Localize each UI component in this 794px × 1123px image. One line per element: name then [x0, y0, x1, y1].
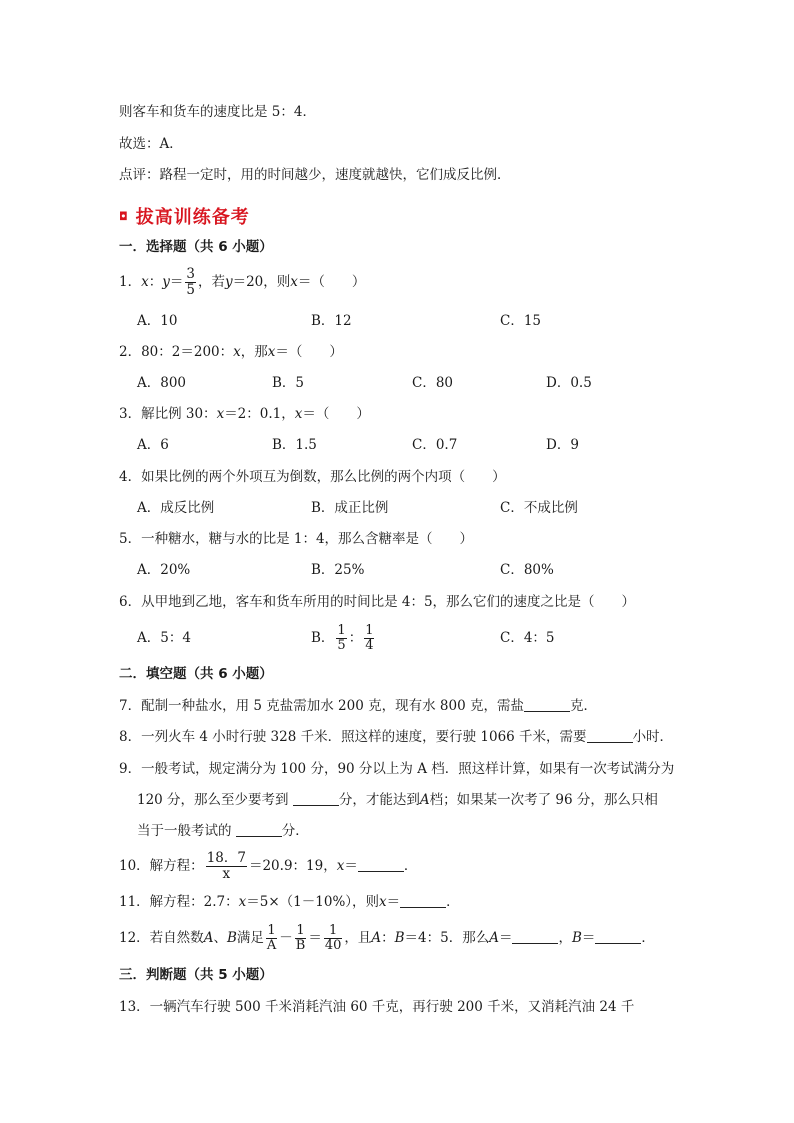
question-3: 3．解比例 30：x＝2：0.1，x＝（ ）	[119, 406, 370, 422]
question-12: 12．若自然数A、B满足 $\frac{1}{A}$ － $\frac{1}{B}$ ＝ $\frac{1}{40}$ ，且A：B＝4：5．那么A＝ ，B＝ ．	[119, 923, 655, 953]
intro-line-answer: 则客车和货车的速度比是 5：4．	[119, 104, 316, 120]
q2-option-a: A．800	[137, 375, 187, 391]
fraction-18.7-over-x: $\frac{18.7}{x}$	[206, 850, 246, 882]
question-5: 5．一种糖水，糖与水的比是 1：4，那么含糖率是（ ）	[119, 531, 474, 547]
question-7: 7．配制一种盐水，用 5 克盐需加水 200 克，现有水 800 克，需盐 克．	[119, 698, 597, 714]
answer-blank[interactable]	[595, 929, 641, 944]
q5-option-a: A．20%	[137, 562, 191, 578]
part1-heading: 一．选择题（共 6 小题）	[119, 239, 273, 255]
q3-option-b: B．1.5	[272, 437, 317, 453]
q1-option-a: A．10	[137, 313, 178, 329]
question-1: 1．x：y＝ $\frac{3}{5}$ ，若y＝20，则x＝（ ）	[119, 266, 366, 298]
answer-blank[interactable]	[293, 791, 339, 806]
fraction-one-over-b: $\frac{1}{B}$	[295, 923, 306, 953]
intro-line-choice: 故选：A．	[119, 136, 183, 152]
question-4: 4．如果比例的两个外项互为倒数，那么比例的两个内项（ ）	[119, 469, 506, 485]
question-8: 8．一列火车 4 小时行驶 328 千米．照这样的速度，要行驶 1066 千米，需要 小时．	[119, 729, 674, 745]
q6-option-b: B． $\frac{1}{5}$ ： $\frac{1}{4}$	[311, 623, 374, 653]
fraction-one-quarter: $\frac{1}{4}$	[365, 623, 374, 653]
answer-blank[interactable]	[400, 893, 446, 908]
question-6: 6．从甲地到乙地，客车和货车所用的时间比是 4：5，那么它们的速度之比是（ ）	[119, 594, 636, 610]
q5-option-b: B．25%	[311, 562, 365, 578]
question-9-line3: 当于一般考试的 分．	[137, 823, 309, 839]
q4-option-b: B．成正比例	[311, 500, 389, 516]
part3-heading: 三．判断题（共 5 小题）	[119, 967, 273, 983]
question-13: 13．一辆汽车行驶 500 千米消耗汽油 60 千克，再行驶 200 千米，又消耗汽油 24 千	[119, 999, 635, 1015]
q1-option-b: B．12	[311, 313, 352, 329]
q6-option-a: A．5：4	[137, 630, 191, 646]
q2-option-d: D．0.5	[546, 375, 592, 391]
section-title: 拔高训练备考	[135, 207, 250, 228]
square-bullet-icon: ◘	[119, 209, 128, 223]
fraction-one-over-a: $\frac{1}{A}$	[266, 923, 277, 953]
q1-option-c: C．15	[500, 313, 542, 329]
q5-option-c: C．80%	[500, 562, 554, 578]
q2-option-b: B．5	[272, 375, 305, 391]
question-2: 2．80：2＝200：x，那x＝（ ）	[119, 344, 343, 360]
intro-line-comment: 点评：路程一定时，用的时间越少，速度就越快，它们成反比例．	[119, 167, 511, 183]
question-11: 11．解方程：2.7：x＝5×（1－10%），则x＝ ．	[119, 894, 460, 910]
q3-option-d: D．9	[546, 437, 579, 453]
answer-blank[interactable]	[358, 857, 404, 872]
fraction-one-fifth: $\frac{1}{5}$	[337, 623, 346, 653]
q4-option-a: A．成反比例	[137, 500, 215, 516]
answer-blank[interactable]	[587, 728, 633, 743]
question-10: 10．解方程： $\frac{18.7}{x}$ ＝20.9：19，x＝ ．	[119, 850, 418, 882]
answer-blank[interactable]	[236, 822, 282, 837]
section-header	[119, 203, 250, 229]
question-9-line2: 120 分，那么至少要考到 分，才能达到A档；如果某一次考了 96 分，那么只相	[137, 792, 658, 808]
q6-option-c: C．4：5	[500, 630, 555, 646]
question-9-line1: 9．一般考试，规定满分为 100 分，90 分以上为 A 档．照这样计算，如果有一次考试满分为	[119, 761, 675, 777]
q3-option-a: A．6	[137, 437, 169, 453]
answer-blank[interactable]	[512, 929, 558, 944]
fraction-three-fifths: $\frac{3}{5}$	[186, 266, 195, 298]
q3-option-c: C．0.7	[412, 437, 458, 453]
answer-blank[interactable]	[524, 697, 570, 712]
fraction-one-over-forty: $\frac{1}{40}$	[324, 923, 342, 953]
q4-option-c: C．不成比例	[500, 500, 578, 516]
part2-heading: 二．填空题（共 6 小题）	[119, 666, 273, 682]
q2-option-c: C．80	[412, 375, 454, 391]
